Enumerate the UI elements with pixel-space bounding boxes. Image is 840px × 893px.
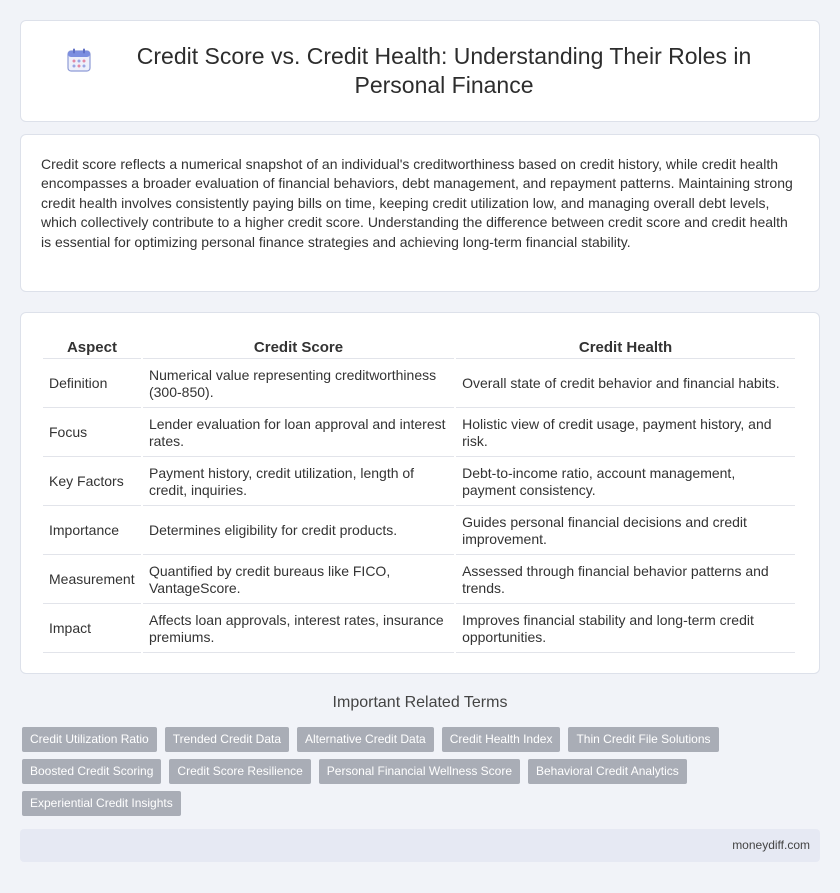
tag-trended-credit-data[interactable]: Trended Credit Data (165, 727, 289, 752)
row-credit-score: Quantified by credit bureaus like FICO, VantageScore. (143, 557, 454, 604)
row-credit-health: Assessed through financial behavior patterns and trends. (456, 557, 795, 604)
tag-thin-credit-file-solutions[interactable]: Thin Credit File Solutions (568, 727, 718, 752)
table-row (43, 606, 795, 653)
row-aspect: Importance (43, 508, 141, 555)
table-row (43, 410, 795, 457)
row-credit-health: Holistic view of credit usage, payment history, and risk. (456, 410, 795, 457)
page-title: Credit Score vs. Credit Health: Understanding Their Roles in Personal Finance (136, 43, 752, 98)
related-terms-title: Important Related Terms (332, 694, 508, 711)
related-terms-tags (22, 727, 822, 816)
row-credit-score: Payment history, credit utilization, length of credit, inquiries. (143, 459, 454, 506)
intro-paragraph: Credit score reflects a numerical snapshot of an individual's creditworthiness based on credit history, while credit health encompasses a broader evaluation of financial behaviors, debt management, and repayment patterns. Maintaining strong credit health involves consistently paying bills on time, keeping credit utilization low, and managing overall debt levels, which collectively contribute to a higher credit score. Understanding the difference between credit score and credit health is essential for optimizing personal finance strategies and achieving long-term financial stability. (41, 156, 793, 250)
tag-credit-score-resilience[interactable]: Credit Score Resilience (169, 759, 310, 784)
tag-boosted-credit-scoring[interactable]: Boosted Credit Scoring (22, 759, 161, 784)
row-aspect: Key Factors (43, 459, 141, 506)
row-aspect: Definition (43, 361, 141, 408)
row-credit-health: Guides personal financial decisions and credit improvement. (456, 508, 795, 555)
tag-credit-utilization-ratio[interactable]: Credit Utilization Ratio (22, 727, 157, 752)
intro-card (20, 134, 820, 292)
row-aspect: Measurement (43, 557, 141, 604)
row-credit-score: Numerical value representing creditworthiness (300-850). (143, 361, 454, 408)
comparison-table (41, 333, 797, 655)
tag-experiential-credit-insights[interactable]: Experiential Credit Insights (22, 791, 181, 816)
title-wrap (60, 42, 780, 100)
table-row (43, 508, 795, 555)
tag-alternative-credit-data[interactable]: Alternative Credit Data (297, 727, 434, 752)
title-card (20, 20, 820, 122)
header-credit-score: Credit Score (143, 335, 454, 359)
row-credit-health: Overall state of credit behavior and financial habits. (456, 361, 795, 408)
header-credit-health: Credit Health (456, 335, 795, 359)
table-row (43, 557, 795, 604)
table-row (43, 459, 795, 506)
calendar-icon (66, 47, 92, 73)
footer-site-link[interactable]: moneydiff.com (732, 838, 810, 852)
row-credit-score: Lender evaluation for loan approval and interest rates. (143, 410, 454, 457)
row-credit-health: Debt-to-income ratio, account management, payment consistency. (456, 459, 795, 506)
row-aspect: Impact (43, 606, 141, 653)
header-aspect: Aspect (43, 335, 141, 359)
row-aspect: Focus (43, 410, 141, 457)
tag-personal-financial-wellness-score[interactable]: Personal Financial Wellness Score (319, 759, 520, 784)
tag-behavioral-credit-analytics[interactable]: Behavioral Credit Analytics (528, 759, 687, 784)
tag-credit-health-index[interactable]: Credit Health Index (442, 727, 561, 752)
table-header-row (43, 335, 795, 359)
footer (20, 829, 820, 862)
row-credit-score: Affects loan approvals, interest rates, insurance premiums. (143, 606, 454, 653)
table-row (43, 361, 795, 408)
row-credit-health: Improves financial stability and long-term credit opportunities. (456, 606, 795, 653)
comparison-table-card (20, 312, 820, 674)
row-credit-score: Determines eligibility for credit products. (143, 508, 454, 555)
